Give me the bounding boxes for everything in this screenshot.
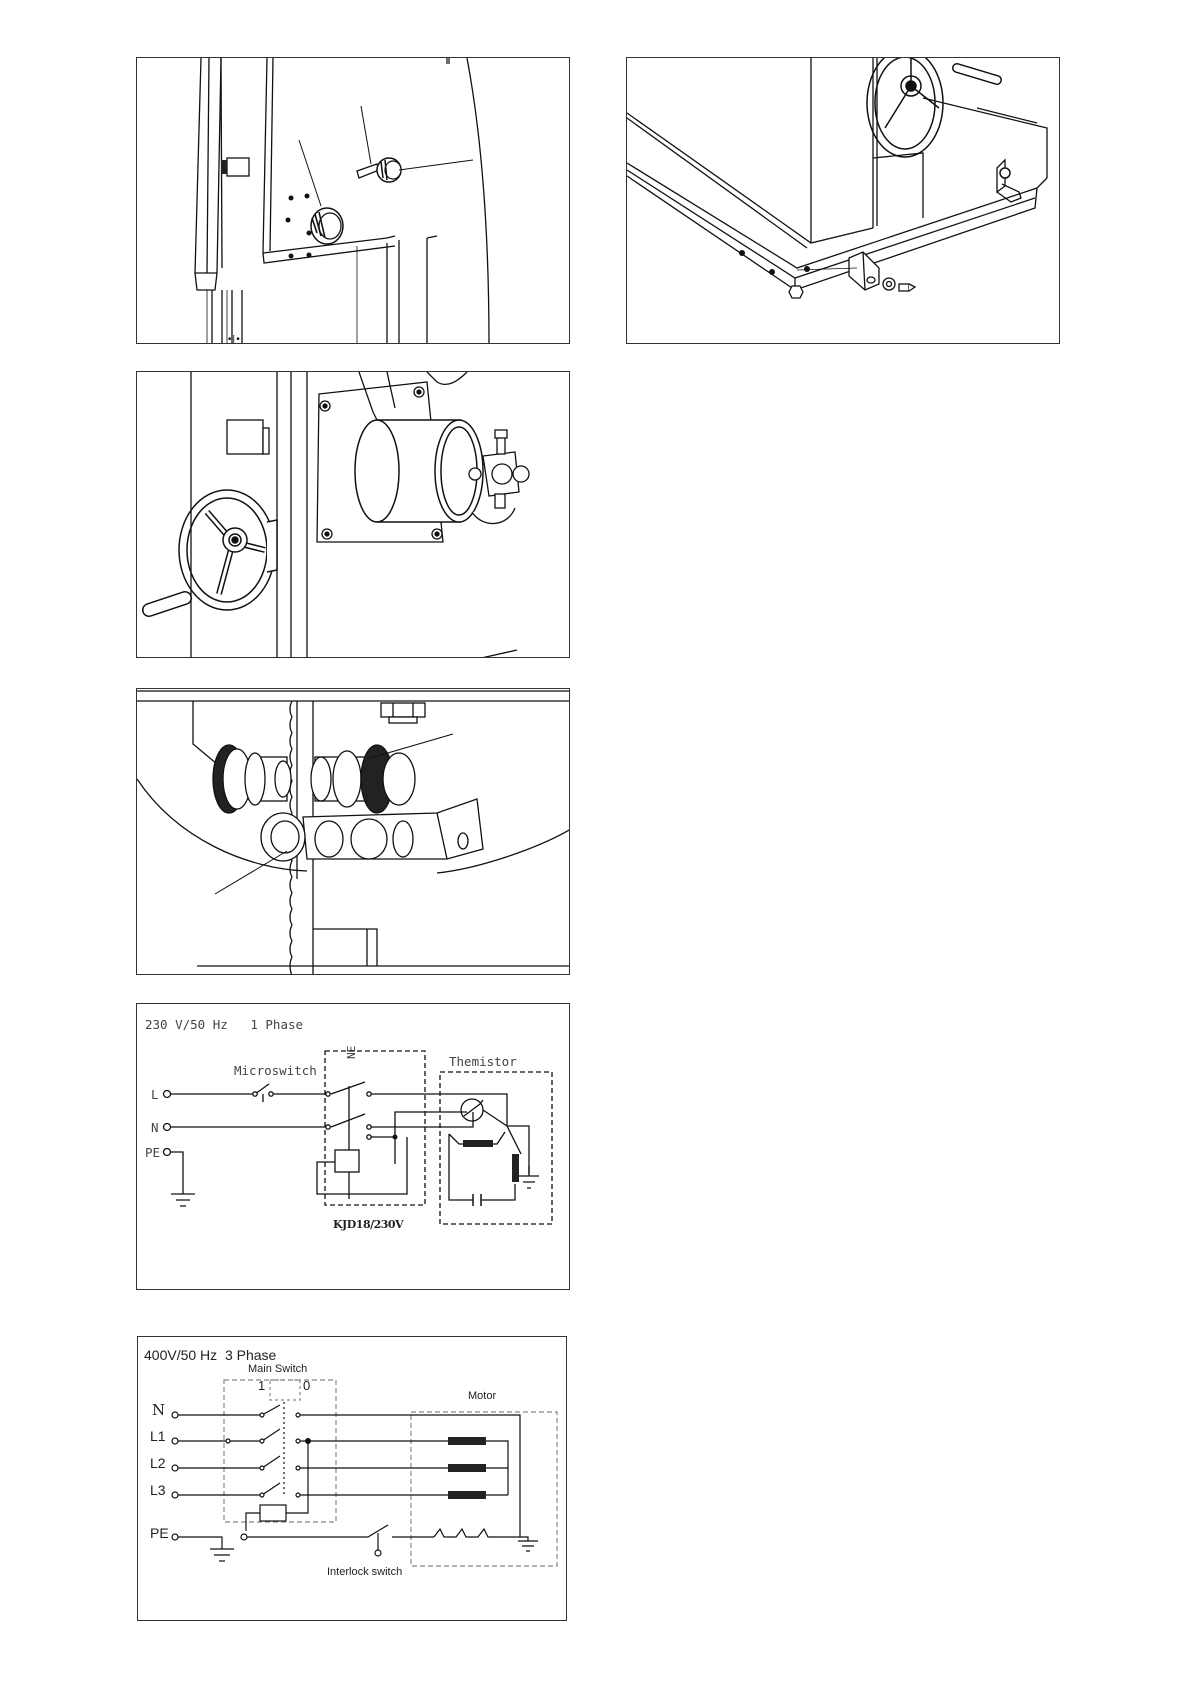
mounting-bracket: [849, 252, 915, 291]
interlock-label: Interlock switch: [327, 1566, 403, 1578]
adjustment-knob: [357, 158, 401, 182]
three-phase-title: 400V/50 Hz 3 Phase: [144, 1347, 277, 1363]
wiring-1ph-schematic: [137, 1004, 570, 1290]
wiring-3ph-schematic: [138, 1337, 567, 1621]
right-guide-bearing: [311, 745, 415, 813]
main-switch-label: Main Switch: [248, 1363, 308, 1375]
switch-pos-off: 0: [303, 1378, 311, 1393]
base-bracket-drawing: [627, 58, 1060, 344]
terminal-n: N: [151, 1120, 159, 1135]
panel-dust-port: [136, 371, 570, 658]
microswitch-label: Microswitch: [234, 1063, 317, 1078]
terminal-l2: L2: [150, 1455, 166, 1471]
nut: [789, 286, 803, 298]
terminal-l1: L1: [150, 1428, 166, 1444]
motor-label: Motor: [468, 1390, 497, 1402]
terminal-pe: PE: [150, 1525, 169, 1541]
panel-wiring-1-phase: [136, 1003, 570, 1290]
tension-knob: [311, 208, 343, 244]
dust-port: [355, 420, 483, 522]
terminal-n: N: [152, 1401, 166, 1419]
switch-pos-on: 1: [258, 1378, 266, 1393]
panel-blade-guide: [136, 688, 570, 975]
housing-knobs-drawing: [137, 58, 570, 344]
terminal-pe: PE: [145, 1145, 161, 1160]
blade-guide-drawing: [137, 689, 570, 975]
panel-housing-knobs: [136, 57, 570, 344]
hinge-tab: [227, 158, 249, 176]
hinge-tab: [227, 420, 263, 454]
dust-port-drawing: [137, 372, 570, 658]
thermistor-label: Themistor: [449, 1054, 517, 1069]
terminal-l: L: [151, 1087, 159, 1102]
motor-windings: [448, 1437, 486, 1499]
svg-text:•|•: •|•: [227, 335, 241, 345]
panel-wiring-3-phase: [137, 1336, 567, 1621]
panel-base-bracket: [626, 57, 1060, 344]
handwheel: [149, 490, 277, 610]
terminal-l3: L3: [150, 1482, 166, 1498]
supply-label: 230 V/50 Hz 1 Phase: [145, 1017, 304, 1032]
left-guide-bearing: [213, 745, 291, 813]
contactor-label: KJD18/230V: [333, 1218, 404, 1231]
switch-mark: NE: [345, 1045, 358, 1059]
